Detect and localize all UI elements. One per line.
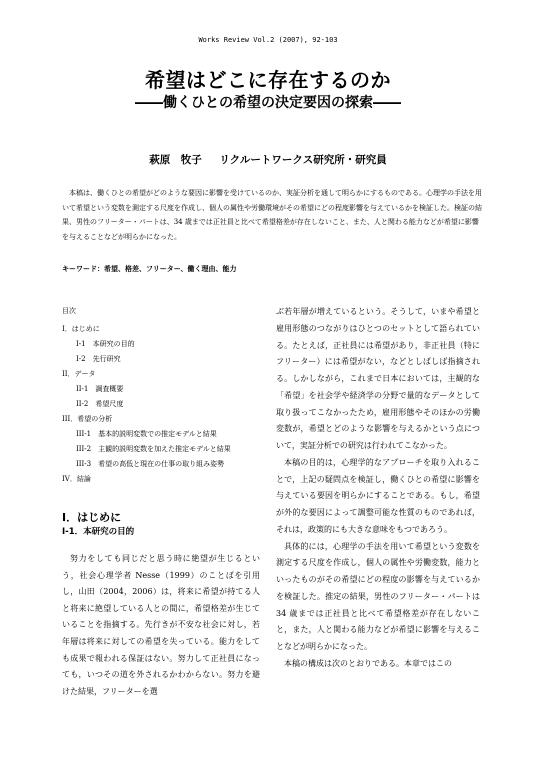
author-affiliation: リクルートワークス研究所・研究員 bbox=[219, 154, 387, 166]
paragraph-text: 本稿の構成は次のとおりである。本章ではこの bbox=[284, 658, 452, 668]
paragraph-text: ぶ若年層が増えているという。そうして，いまや希望と雇用形態のつながりはひとつのセットとして語られている。たとえば，正社員には希望があり，非正社員（特にフリーター）には希望がない，などとしばしば指摘される。しかしながら，これまで日本においては，主観的な「希望」を社会学や経済学の分野で量的なデータとして取り扱ってこなかったため，雇用形態やそのほかの労働変数が，希望とどのような影響を与えるかという点について，実証分析での研究は行われてこなかった。 bbox=[276, 307, 480, 450]
author-name: 萩原 牧子 bbox=[149, 154, 202, 166]
subsection-heading: I-1．本研究の目的 bbox=[62, 527, 135, 537]
toc-item: IV．結論 bbox=[62, 475, 91, 483]
toc-item: I．はじめに bbox=[62, 325, 100, 333]
journal-header: Works Review Vol.2 (2007), 92-103 bbox=[198, 36, 338, 44]
body-paragraph bbox=[62, 551, 260, 700]
keywords: キーワード：希望、格差、フリーター、働く理由、能力 bbox=[62, 265, 237, 273]
toc-item: I-2 先行研究 bbox=[76, 355, 121, 363]
toc-item: II-1 調査概要 bbox=[76, 385, 124, 393]
abstract-text: 本稿は、働くひとの希望がどのような要因に影響を受けているのか、実証分析を通して明らかにするものである。心理学の手法を用いて希望という変数を測定する尺度を作成し、個人の属性や労働環境がその希望にどの程度影響を与えているかを検証した。検証の結果、男性のフリーター・パートは、34 歳までは正社員と比べて希望格差が存在しないこと、また、人と関わる能力などが希望に影響を与えることなどが明らかになった。 bbox=[62, 189, 482, 241]
left-column bbox=[62, 306, 260, 700]
section-heading: I．はじめに bbox=[62, 511, 122, 524]
paper-title: 希望はどこに存在するのか bbox=[145, 68, 391, 92]
paper-subtitle: ――働くひとの希望の決定要因の探索―― bbox=[135, 95, 401, 111]
abstract bbox=[62, 186, 482, 244]
paragraph-text: 具体的には，心理学の手法を用いて希望という変数を測定する尺度を作成し，個人の属性や労働変数，能力といったものがその希望にどの程度の影響を与えているかを検証した。推定の結果，男性のフリーター・パートは 34 歳までは正社員と比べて希望格差が存在しないこと，また，人と関わる能力などが希望に影響を与えることなどが明らかになった。 bbox=[276, 541, 480, 651]
toc-item: I-1 本研究の目的 bbox=[76, 340, 135, 348]
paragraph-text: 努力をしても同じだと思う時に絶望が生じるという，社会心理学者 Nesse（1999）のことばを引用し，山田（2004，2006）は，将来に希望が持てる人と将来に絶望している人との間に，希望格差が生じていることを指摘する。先行きが不安な社会に対し，若年層は将来に対しての希望を失っている。能力をしても成果で報われる保証はない。努力して正社員になっても，いつその道を外されるかわからない。努力を避けた結果，フリーターを選 bbox=[62, 554, 260, 696]
toc-item: III-1 基本的説明変数での推定モデルと結果 bbox=[76, 430, 217, 438]
toc-item: II-2 希望尺度 bbox=[76, 400, 124, 408]
table-of-contents bbox=[62, 322, 260, 487]
toc-title: 目次 bbox=[62, 307, 76, 315]
toc-item: III-2 主観的説明変数を加えた推定モデルと結果 bbox=[76, 445, 231, 453]
toc-item: III．希望の分析 bbox=[62, 415, 113, 423]
paragraph-text: 本稿の目的は，心理学的なアプローチを取り入れることで，上記の疑問点を検証し，働くひとの希望に影響を与えている要因を明らかにすることである。もし，希望が外的な要因によって調整可能な性質のものであれば，それは，政策的にも大きな意味をもつであろう。 bbox=[276, 457, 480, 534]
author-line bbox=[0, 152, 536, 167]
toc-item: II．データ bbox=[62, 370, 96, 378]
toc-item: III-3 希望の高低と現在の仕事の取り組み姿勢 bbox=[76, 460, 225, 468]
right-column bbox=[276, 304, 480, 673]
